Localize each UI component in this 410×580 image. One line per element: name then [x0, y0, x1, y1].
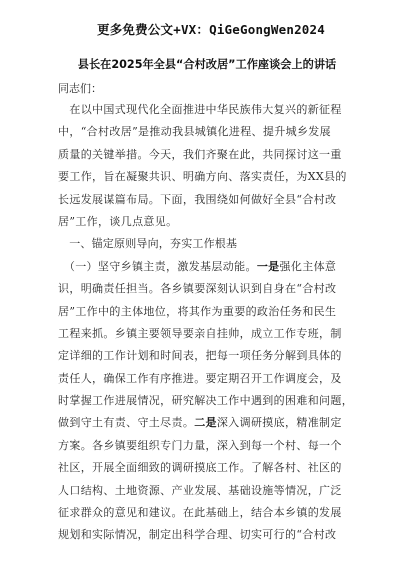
text-run: 时掌握工作进展情况，研究解决工作中遇到的困难和问题， — [58, 394, 354, 408]
text-line — [58, 435, 364, 457]
text-line — [58, 144, 364, 166]
speech-title: 县长在2025年全县“合村改居”工作座谈会上的讲话 — [77, 58, 337, 71]
text-line — [58, 256, 364, 278]
promo-banner: 更多免费公文+VX：QiGeGongWen2024 — [97, 22, 325, 37]
text-run: 征求群众的意见和建议。在此基础上，结合本乡镇的发展 — [58, 506, 342, 520]
text-run: 人口结构、土地资源、产业发展、基础设施等情况，广泛 — [58, 483, 342, 497]
text-run: 中，“合村改居”是推动我县城镇化进程、提升城乡发展 — [58, 125, 331, 139]
text-line — [58, 278, 364, 300]
text-line — [58, 390, 364, 412]
text-line — [58, 189, 364, 211]
bold-marker: 一是 — [256, 259, 280, 273]
text-line — [58, 211, 364, 233]
text-line — [58, 345, 364, 367]
text-run: （一）坚守乡镇主责，激发基层动能。 — [58, 259, 257, 273]
text-run: 居”工作中的主体地位，将其作为重要的政治任务和民生 — [58, 304, 337, 318]
text-line — [58, 166, 364, 188]
text-run: 强化主体意 — [279, 259, 337, 273]
text-run: 在以中国式现代化全面推进中华民族伟大复兴的新征程 — [58, 103, 342, 116]
text-run: 社区，开展全面细致的调研摸底工作。了解各村、社区的 — [58, 461, 342, 475]
text-run: 深入调研摸底，精准制定 — [216, 416, 342, 430]
text-line — [58, 502, 364, 524]
text-line — [58, 99, 364, 121]
text-line — [58, 301, 364, 323]
text-line — [58, 412, 364, 434]
text-line — [58, 233, 364, 255]
text-run: 质量的关键举措。今天，我们齐聚在此，共同探讨这一重 — [58, 147, 342, 161]
speech-body — [58, 99, 364, 547]
text-line — [58, 457, 364, 479]
text-line — [58, 121, 364, 143]
text-run: 识，明确责任担当。各乡镇要深刻认识到自身在“合村改 — [58, 282, 337, 296]
text-run: 要工作，旨在凝聚共识、明确方向、落实责任，为XX县的 — [58, 170, 347, 184]
greeting: 同志们： — [58, 82, 102, 95]
text-line — [58, 323, 364, 345]
text-run: 一、锚定原则导向，夯实工作根基 — [58, 237, 238, 251]
text-run: 居”工作，谈几点意见。 — [58, 214, 178, 228]
text-line — [58, 368, 364, 390]
text-run: 工程来抓。乡镇主要领导要亲自挂帅，成立工作专班，制 — [58, 326, 342, 340]
bold-marker: 二是 — [194, 416, 217, 430]
text-run: 长远发展谋篇布局。下面，我围绕如何做好全县“合村改 — [58, 192, 337, 206]
text-run: 规划和实际情况，制定出科学合理、切实可行的“合村改 — [58, 528, 337, 542]
text-run: 责任人，确保工作有序推进。要定期召开工作调度会，及 — [58, 371, 342, 385]
text-line — [58, 524, 364, 546]
text-line — [58, 480, 364, 502]
text-run: 做到守土有责、守土尽责。 — [58, 416, 195, 430]
text-run: 定详细的工作计划和时间表，把每一项任务分解到具体的 — [58, 349, 342, 363]
text-run: 方案。各乡镇要组织专门力量，深入到每一个村、每一个 — [58, 438, 342, 452]
